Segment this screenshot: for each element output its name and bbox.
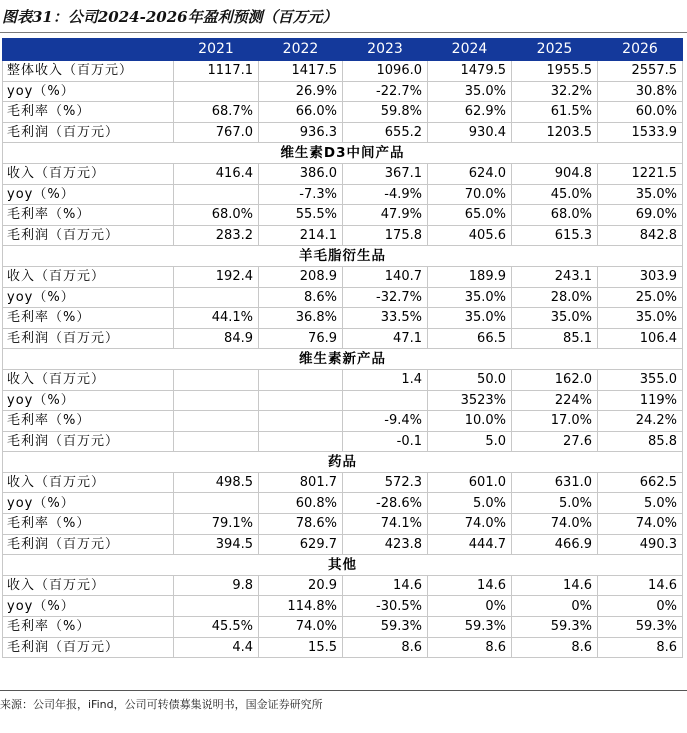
- table-header-row: [3, 39, 683, 61]
- value-cell: 15.5: [259, 637, 343, 658]
- value-cell: 14.6: [512, 575, 598, 596]
- section-header-row: [3, 555, 683, 576]
- table-row: [3, 596, 683, 617]
- value-cell: 466.9: [512, 534, 598, 555]
- section-title: 羊毛脂衍生品: [3, 246, 683, 267]
- value-cell: 394.5: [174, 534, 259, 555]
- header-year-cell: 2022: [259, 39, 343, 61]
- value-cell: 5.0: [428, 431, 512, 452]
- value-cell: 76.9: [259, 328, 343, 349]
- value-cell: 904.8: [512, 163, 598, 184]
- value-cell: 3523%: [428, 390, 512, 411]
- row-label: 毛利率（%）: [3, 617, 174, 638]
- value-cell: 490.3: [598, 534, 683, 555]
- value-cell: 78.6%: [259, 514, 343, 535]
- value-cell: 74.0%: [259, 617, 343, 638]
- value-cell: 8.6%: [259, 287, 343, 308]
- value-cell: 119%: [598, 390, 683, 411]
- table-row: [3, 411, 683, 432]
- table-row: [3, 308, 683, 329]
- row-label: 收入（百万元）: [3, 575, 174, 596]
- value-cell: 1117.1: [174, 61, 259, 82]
- row-label: 毛利率（%）: [3, 411, 174, 432]
- row-label: 收入（百万元）: [3, 369, 174, 390]
- value-cell: 35.0%: [512, 308, 598, 329]
- table-row: [3, 534, 683, 555]
- row-label: 毛利润（百万元）: [3, 328, 174, 349]
- value-cell: 61.5%: [512, 102, 598, 123]
- row-label: yoy（%）: [3, 81, 174, 102]
- table-row: [3, 61, 683, 82]
- value-cell: 26.9%: [259, 81, 343, 102]
- footer-divider: [0, 690, 687, 691]
- section-header-row: [3, 349, 683, 370]
- row-label: yoy（%）: [3, 596, 174, 617]
- table-row: [3, 225, 683, 246]
- value-cell: 10.0%: [428, 411, 512, 432]
- value-cell: 74.0%: [428, 514, 512, 535]
- value-cell: 85.1: [512, 328, 598, 349]
- value-cell: [259, 390, 343, 411]
- value-cell: 65.0%: [428, 205, 512, 226]
- header-year-cell: 2025: [512, 39, 598, 61]
- value-cell: 367.1: [343, 163, 428, 184]
- value-cell: 68.7%: [174, 102, 259, 123]
- table-row: [3, 102, 683, 123]
- value-cell: 208.9: [259, 266, 343, 287]
- row-label: 毛利率（%）: [3, 102, 174, 123]
- value-cell: 243.1: [512, 266, 598, 287]
- table-row: [3, 390, 683, 411]
- value-cell: [174, 369, 259, 390]
- value-cell: 69.0%: [598, 205, 683, 226]
- value-cell: [343, 390, 428, 411]
- table-row: [3, 617, 683, 638]
- value-cell: 5.0%: [512, 493, 598, 514]
- value-cell: 68.0%: [512, 205, 598, 226]
- value-cell: 8.6: [428, 637, 512, 658]
- value-cell: 74.0%: [598, 514, 683, 535]
- table-row: [3, 81, 683, 102]
- table-body: [3, 39, 683, 658]
- value-cell: 498.5: [174, 472, 259, 493]
- value-cell: 5.0%: [428, 493, 512, 514]
- value-cell: 47.9%: [343, 205, 428, 226]
- value-cell: 74.1%: [343, 514, 428, 535]
- table-row: [3, 205, 683, 226]
- value-cell: 14.6: [598, 575, 683, 596]
- value-cell: 59.3%: [428, 617, 512, 638]
- value-cell: 1221.5: [598, 163, 683, 184]
- value-cell: 50.0: [428, 369, 512, 390]
- table-row: [3, 163, 683, 184]
- value-cell: 1533.9: [598, 122, 683, 143]
- value-cell: 27.6: [512, 431, 598, 452]
- value-cell: 405.6: [428, 225, 512, 246]
- value-cell: 189.9: [428, 266, 512, 287]
- header-year-cell: 2024: [428, 39, 512, 61]
- value-cell: 62.9%: [428, 102, 512, 123]
- value-cell: 59.3%: [343, 617, 428, 638]
- section-title: 维生素新产品: [3, 349, 683, 370]
- value-cell: 386.0: [259, 163, 343, 184]
- value-cell: 79.1%: [174, 514, 259, 535]
- table-row: [3, 184, 683, 205]
- section-title: 其他: [3, 555, 683, 576]
- value-cell: 572.3: [343, 472, 428, 493]
- value-cell: 35.0%: [428, 81, 512, 102]
- earnings-forecast-table: [2, 38, 683, 658]
- value-cell: 35.0%: [598, 308, 683, 329]
- value-cell: [259, 431, 343, 452]
- value-cell: 20.9: [259, 575, 343, 596]
- value-cell: -4.9%: [343, 184, 428, 205]
- section-header-row: [3, 143, 683, 164]
- value-cell: 930.4: [428, 122, 512, 143]
- value-cell: 44.1%: [174, 308, 259, 329]
- value-cell: 303.9: [598, 266, 683, 287]
- value-cell: 2557.5: [598, 61, 683, 82]
- table-row: [3, 472, 683, 493]
- value-cell: 14.6: [343, 575, 428, 596]
- value-cell: 224%: [512, 390, 598, 411]
- value-cell: 842.8: [598, 225, 683, 246]
- value-cell: 1.4: [343, 369, 428, 390]
- table-row: [3, 637, 683, 658]
- value-cell: 59.3%: [512, 617, 598, 638]
- value-cell: 615.3: [512, 225, 598, 246]
- value-cell: 629.7: [259, 534, 343, 555]
- value-cell: [259, 411, 343, 432]
- value-cell: 114.8%: [259, 596, 343, 617]
- value-cell: 33.5%: [343, 308, 428, 329]
- value-cell: 5.0%: [598, 493, 683, 514]
- value-cell: 85.8: [598, 431, 683, 452]
- value-cell: [174, 81, 259, 102]
- header-year-cell: 2021: [174, 39, 259, 61]
- section-header-row: [3, 246, 683, 267]
- value-cell: -9.4%: [343, 411, 428, 432]
- value-cell: 662.5: [598, 472, 683, 493]
- value-cell: 28.0%: [512, 287, 598, 308]
- value-cell: 624.0: [428, 163, 512, 184]
- row-label: yoy（%）: [3, 493, 174, 514]
- value-cell: 35.0%: [428, 287, 512, 308]
- value-cell: [174, 390, 259, 411]
- value-cell: 936.3: [259, 122, 343, 143]
- value-cell: 8.6: [343, 637, 428, 658]
- row-label: 毛利润（百万元）: [3, 122, 174, 143]
- section-title: 药品: [3, 452, 683, 473]
- value-cell: 47.1: [343, 328, 428, 349]
- value-cell: 35.0%: [428, 308, 512, 329]
- value-cell: 68.0%: [174, 205, 259, 226]
- value-cell: [259, 369, 343, 390]
- header-year-cell: 2026: [598, 39, 683, 61]
- value-cell: 1417.5: [259, 61, 343, 82]
- table-row: [3, 493, 683, 514]
- value-cell: 60.8%: [259, 493, 343, 514]
- value-cell: 355.0: [598, 369, 683, 390]
- table-row: [3, 122, 683, 143]
- value-cell: 35.0%: [598, 184, 683, 205]
- row-label: 毛利率（%）: [3, 308, 174, 329]
- value-cell: [174, 411, 259, 432]
- value-cell: 30.8%: [598, 81, 683, 102]
- value-cell: 4.4: [174, 637, 259, 658]
- value-cell: 192.4: [174, 266, 259, 287]
- value-cell: 767.0: [174, 122, 259, 143]
- row-label: 毛利润（百万元）: [3, 534, 174, 555]
- value-cell: 45.5%: [174, 617, 259, 638]
- value-cell: 631.0: [512, 472, 598, 493]
- value-cell: 1203.5: [512, 122, 598, 143]
- value-cell: 66.0%: [259, 102, 343, 123]
- title-divider: [0, 32, 687, 33]
- value-cell: 162.0: [512, 369, 598, 390]
- value-cell: -30.5%: [343, 596, 428, 617]
- row-label: 毛利率（%）: [3, 514, 174, 535]
- value-cell: 25.0%: [598, 287, 683, 308]
- value-cell: 70.0%: [428, 184, 512, 205]
- row-label: 毛利润（百万元）: [3, 637, 174, 658]
- value-cell: 175.8: [343, 225, 428, 246]
- row-label: 收入（百万元）: [3, 163, 174, 184]
- value-cell: 45.0%: [512, 184, 598, 205]
- value-cell: [174, 431, 259, 452]
- value-cell: 655.2: [343, 122, 428, 143]
- value-cell: 601.0: [428, 472, 512, 493]
- value-cell: 801.7: [259, 472, 343, 493]
- header-year-cell: 2023: [343, 39, 428, 61]
- value-cell: 416.4: [174, 163, 259, 184]
- value-cell: [174, 287, 259, 308]
- row-label: yoy（%）: [3, 287, 174, 308]
- value-cell: 17.0%: [512, 411, 598, 432]
- value-cell: 423.8: [343, 534, 428, 555]
- row-label: 收入（百万元）: [3, 266, 174, 287]
- value-cell: -32.7%: [343, 287, 428, 308]
- section-header-row: [3, 452, 683, 473]
- table-row: [3, 266, 683, 287]
- value-cell: 1479.5: [428, 61, 512, 82]
- source-note: 来源：公司年报，iFind，公司可转债募集说明书，国金证券研究所: [0, 698, 323, 711]
- value-cell: -22.7%: [343, 81, 428, 102]
- row-label: yoy（%）: [3, 390, 174, 411]
- value-cell: 444.7: [428, 534, 512, 555]
- value-cell: 8.6: [598, 637, 683, 658]
- row-label: 毛利润（百万元）: [3, 225, 174, 246]
- row-label: 毛利率（%）: [3, 205, 174, 226]
- table-row: [3, 369, 683, 390]
- table-row: [3, 514, 683, 535]
- value-cell: 24.2%: [598, 411, 683, 432]
- value-cell: 36.8%: [259, 308, 343, 329]
- row-label: 收入（百万元）: [3, 472, 174, 493]
- value-cell: 0%: [598, 596, 683, 617]
- row-label: 毛利润（百万元）: [3, 431, 174, 452]
- value-cell: [174, 596, 259, 617]
- value-cell: -7.3%: [259, 184, 343, 205]
- value-cell: 9.8: [174, 575, 259, 596]
- row-label: yoy（%）: [3, 184, 174, 205]
- value-cell: 0%: [512, 596, 598, 617]
- value-cell: 106.4: [598, 328, 683, 349]
- header-blank-cell: [3, 39, 174, 61]
- value-cell: 14.6: [428, 575, 512, 596]
- value-cell: 1955.5: [512, 61, 598, 82]
- value-cell: 74.0%: [512, 514, 598, 535]
- value-cell: 59.3%: [598, 617, 683, 638]
- table-row: [3, 431, 683, 452]
- value-cell: 66.5: [428, 328, 512, 349]
- value-cell: 8.6: [512, 637, 598, 658]
- value-cell: 55.5%: [259, 205, 343, 226]
- row-label: 整体收入（百万元）: [3, 61, 174, 82]
- value-cell: 0%: [428, 596, 512, 617]
- value-cell: 84.9: [174, 328, 259, 349]
- value-cell: 60.0%: [598, 102, 683, 123]
- value-cell: [174, 493, 259, 514]
- value-cell: 32.2%: [512, 81, 598, 102]
- value-cell: -28.6%: [343, 493, 428, 514]
- table-row: [3, 328, 683, 349]
- value-cell: -0.1: [343, 431, 428, 452]
- value-cell: 140.7: [343, 266, 428, 287]
- table-row: [3, 287, 683, 308]
- section-title: 维生素D3中间产品: [3, 143, 683, 164]
- table-row: [3, 575, 683, 596]
- value-cell: 283.2: [174, 225, 259, 246]
- value-cell: 214.1: [259, 225, 343, 246]
- figure-title: 图表31：公司2024-2026年盈利预测（百万元）: [2, 8, 338, 26]
- value-cell: 59.8%: [343, 102, 428, 123]
- value-cell: 1096.0: [343, 61, 428, 82]
- value-cell: [174, 184, 259, 205]
